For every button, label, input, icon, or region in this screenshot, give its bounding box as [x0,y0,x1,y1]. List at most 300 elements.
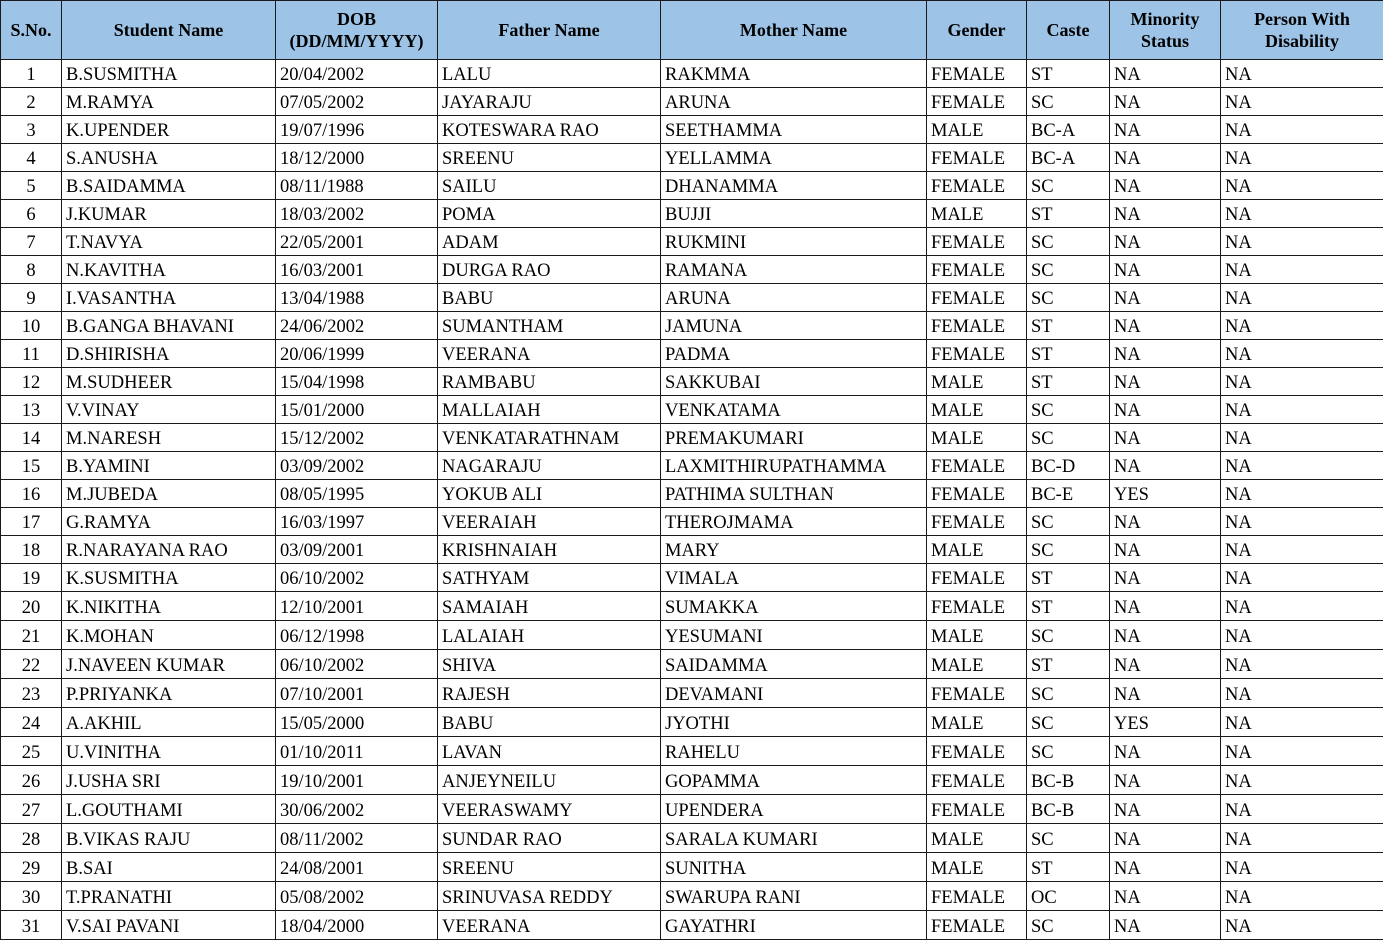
cell-caste[interactable]: SC [1027,824,1110,853]
cell-disability[interactable]: NA [1221,228,1383,256]
cell-caste[interactable]: SC [1027,621,1110,650]
cell-disability[interactable]: NA [1221,368,1383,396]
cell-father-name[interactable]: BABU [438,284,661,312]
cell-student-name[interactable]: B.GANGA BHAVANI [62,312,276,340]
cell-disability[interactable]: NA [1221,853,1383,882]
cell-student-name[interactable]: V.VINAY [62,396,276,424]
cell-gender[interactable]: FEMALE [927,228,1027,256]
cell-sno[interactable]: 9 [1,284,62,312]
cell-gender[interactable]: FEMALE [927,340,1027,368]
column-header-student-name[interactable] [62,1,276,60]
cell-mother-name[interactable]: UPENDERA [661,795,927,824]
cell-disability[interactable]: NA [1221,256,1383,284]
cell-father-name[interactable]: SUNDAR RAO [438,824,661,853]
cell-student-name[interactable]: M.SUDHEER [62,368,276,396]
cell-student-name[interactable]: P.PRIYANKA [62,679,276,708]
cell-caste[interactable]: SC [1027,88,1110,116]
cell-disability[interactable]: NA [1221,592,1383,621]
cell-mother-name[interactable]: SAIDAMMA [661,650,927,679]
table-row [1,88,1383,116]
cell-sno[interactable]: 1 [1,60,62,88]
cell-gender[interactable]: FEMALE [927,882,1027,911]
cell-dob[interactable]: 20/06/1999 [276,340,438,368]
cell-student-name[interactable]: T.NAVYA [62,228,276,256]
column-header-label: Caste [1046,20,1090,40]
cell-father-name[interactable]: VEERANA [438,340,661,368]
cell-sno[interactable]: 7 [1,228,62,256]
cell-caste[interactable]: ST [1027,368,1110,396]
cell-dob[interactable]: 16/03/1997 [276,508,438,536]
cell-gender[interactable]: FEMALE [927,911,1027,940]
cell-disability[interactable]: NA [1221,60,1383,88]
cell-father-name[interactable]: RAMBABU [438,368,661,396]
cell-dob[interactable]: 19/10/2001 [276,766,438,795]
cell-dob[interactable]: 15/05/2000 [276,708,438,737]
cell-mother-name[interactable]: SUNITHA [661,853,927,882]
cell-gender[interactable]: FEMALE [927,312,1027,340]
cell-caste[interactable]: ST [1027,592,1110,621]
cell-student-name[interactable]: B.SAIDAMMA [62,172,276,200]
cell-sno[interactable]: 29 [1,853,62,882]
cell-caste[interactable]: ST [1027,60,1110,88]
cell-disability[interactable]: NA [1221,88,1383,116]
cell-sno[interactable]: 28 [1,824,62,853]
cell-disability[interactable]: NA [1221,284,1383,312]
column-header-label: DOB [336,9,376,29]
table-header [1,1,1383,60]
cell-disability[interactable]: NA [1221,116,1383,144]
cell-caste[interactable]: ST [1027,853,1110,882]
cell-minority-status[interactable]: NA [1110,621,1221,650]
cell-student-name[interactable]: U.VINITHA [62,737,276,766]
cell-sno[interactable]: 12 [1,368,62,396]
cell-father-name[interactable]: VEERAIAH [438,508,661,536]
cell-student-name[interactable]: K.SUSMITHA [62,564,276,592]
cell-sno[interactable]: 20 [1,592,62,621]
cell-gender[interactable]: FEMALE [927,508,1027,536]
cell-mother-name[interactable]: LAXMITHIRUPATHAMMA [661,452,927,480]
cell-mother-name[interactable]: RUKMINI [661,228,927,256]
cell-mother-name[interactable]: ARUNA [661,88,927,116]
cell-student-name[interactable]: B.VIKAS RAJU [62,824,276,853]
cell-dob[interactable]: 15/12/2002 [276,424,438,452]
cell-gender[interactable]: FEMALE [927,144,1027,172]
cell-father-name[interactable]: DURGA RAO [438,256,661,284]
cell-minority-status[interactable]: NA [1110,340,1221,368]
column-header-mother-name[interactable] [661,1,927,60]
cell-mother-name[interactable]: BUJJI [661,200,927,228]
cell-caste[interactable]: SC [1027,172,1110,200]
cell-father-name[interactable]: NAGARAJU [438,452,661,480]
cell-student-name[interactable]: N.KAVITHA [62,256,276,284]
header-row [1,1,1383,60]
cell-student-name[interactable]: J.USHA SRI [62,766,276,795]
cell-mother-name[interactable]: JAMUNA [661,312,927,340]
cell-student-name[interactable]: M.NARESH [62,424,276,452]
cell-mother-name[interactable]: SUMAKKA [661,592,927,621]
cell-minority-status[interactable]: NA [1110,116,1221,144]
cell-disability[interactable]: NA [1221,564,1383,592]
cell-caste[interactable]: BC-B [1027,795,1110,824]
cell-dob[interactable]: 01/10/2011 [276,737,438,766]
cell-minority-status[interactable]: NA [1110,592,1221,621]
cell-minority-status[interactable]: NA [1110,200,1221,228]
cell-gender[interactable]: MALE [927,621,1027,650]
cell-dob[interactable]: 07/05/2002 [276,88,438,116]
cell-mother-name[interactable]: VENKATAMA [661,396,927,424]
cell-sno[interactable]: 6 [1,200,62,228]
cell-gender[interactable]: FEMALE [927,564,1027,592]
cell-gender[interactable]: FEMALE [927,766,1027,795]
cell-disability[interactable]: NA [1221,621,1383,650]
column-header-sno[interactable] [1,1,62,60]
cell-gender[interactable]: MALE [927,396,1027,424]
cell-dob[interactable]: 15/04/1998 [276,368,438,396]
cell-sno[interactable]: 5 [1,172,62,200]
cell-gender[interactable]: MALE [927,424,1027,452]
cell-caste[interactable]: SC [1027,284,1110,312]
cell-minority-status[interactable]: NA [1110,256,1221,284]
cell-student-name[interactable]: D.SHIRISHA [62,340,276,368]
cell-caste[interactable]: SC [1027,911,1110,940]
cell-father-name[interactable]: YOKUB ALI [438,480,661,508]
cell-caste[interactable]: ST [1027,564,1110,592]
cell-father-name[interactable]: MALLAIAH [438,396,661,424]
cell-student-name[interactable]: J.KUMAR [62,200,276,228]
cell-caste[interactable]: BC-A [1027,116,1110,144]
cell-mother-name[interactable]: YESUMANI [661,621,927,650]
cell-sno[interactable]: 31 [1,911,62,940]
cell-minority-status[interactable]: NA [1110,88,1221,116]
cell-dob[interactable]: 22/05/2001 [276,228,438,256]
cell-father-name[interactable]: LALAIAH [438,621,661,650]
cell-student-name[interactable]: T.PRANATHI [62,882,276,911]
cell-gender[interactable]: MALE [927,368,1027,396]
column-header-gender[interactable] [927,1,1027,60]
cell-caste[interactable]: SC [1027,536,1110,564]
cell-sno[interactable]: 26 [1,766,62,795]
cell-caste[interactable]: OC [1027,882,1110,911]
cell-student-name[interactable]: A.AKHIL [62,708,276,737]
cell-minority-status[interactable]: NA [1110,911,1221,940]
cell-student-name[interactable]: J.NAVEEN KUMAR [62,650,276,679]
cell-minority-status[interactable]: NA [1110,650,1221,679]
cell-student-name[interactable]: M.RAMYA [62,88,276,116]
cell-gender[interactable]: FEMALE [927,60,1027,88]
cell-caste[interactable]: BC-D [1027,452,1110,480]
cell-mother-name[interactable]: DEVAMANI [661,679,927,708]
cell-sno[interactable]: 4 [1,144,62,172]
cell-caste[interactable]: ST [1027,650,1110,679]
cell-gender[interactable]: MALE [927,824,1027,853]
cell-disability[interactable]: NA [1221,172,1383,200]
cell-disability[interactable]: NA [1221,424,1383,452]
cell-dob[interactable]: 18/04/2000 [276,911,438,940]
cell-sno[interactable]: 14 [1,424,62,452]
cell-dob[interactable]: 20/04/2002 [276,60,438,88]
cell-gender[interactable]: MALE [927,650,1027,679]
cell-father-name[interactable]: POMA [438,200,661,228]
cell-sno[interactable]: 21 [1,621,62,650]
cell-father-name[interactable]: SREENU [438,144,661,172]
cell-caste[interactable]: ST [1027,312,1110,340]
cell-disability[interactable]: NA [1221,766,1383,795]
cell-father-name[interactable]: SRINUVASA REDDY [438,882,661,911]
cell-disability[interactable]: NA [1221,312,1383,340]
cell-mother-name[interactable]: GAYATHRI [661,911,927,940]
cell-dob[interactable]: 06/12/1998 [276,621,438,650]
cell-father-name[interactable]: SAMAIAH [438,592,661,621]
cell-father-name[interactable]: VEERANA [438,911,661,940]
cell-dob[interactable]: 18/03/2002 [276,200,438,228]
cell-disability[interactable]: NA [1221,882,1383,911]
cell-student-name[interactable]: B.SUSMITHA [62,60,276,88]
cell-minority-status[interactable]: NA [1110,452,1221,480]
cell-father-name[interactable]: ANJEYNEILU [438,766,661,795]
cell-minority-status[interactable]: NA [1110,312,1221,340]
cell-father-name[interactable]: ADAM [438,228,661,256]
table-row [1,424,1383,452]
cell-sno[interactable]: 3 [1,116,62,144]
cell-mother-name[interactable]: PADMA [661,340,927,368]
cell-minority-status[interactable]: NA [1110,853,1221,882]
cell-caste[interactable]: SC [1027,679,1110,708]
cell-student-name[interactable]: B.YAMINI [62,452,276,480]
cell-gender[interactable]: FEMALE [927,795,1027,824]
cell-caste[interactable]: ST [1027,200,1110,228]
cell-sno[interactable]: 2 [1,88,62,116]
cell-student-name[interactable]: K.NIKITHA [62,592,276,621]
cell-minority-status[interactable]: NA [1110,284,1221,312]
cell-minority-status[interactable]: YES [1110,480,1221,508]
cell-mother-name[interactable]: SAKKUBAI [661,368,927,396]
cell-dob[interactable]: 03/09/2002 [276,452,438,480]
cell-minority-status[interactable]: NA [1110,795,1221,824]
cell-dob[interactable]: 08/11/2002 [276,824,438,853]
cell-sno[interactable]: 24 [1,708,62,737]
cell-minority-status[interactable]: NA [1110,144,1221,172]
cell-sno[interactable]: 15 [1,452,62,480]
cell-caste[interactable]: BC-E [1027,480,1110,508]
cell-gender[interactable]: FEMALE [927,284,1027,312]
cell-gender[interactable]: FEMALE [927,737,1027,766]
cell-dob[interactable]: 24/06/2002 [276,312,438,340]
table-row [1,228,1383,256]
cell-gender[interactable]: MALE [927,200,1027,228]
cell-sno[interactable]: 17 [1,508,62,536]
cell-dob[interactable]: 06/10/2002 [276,564,438,592]
column-header-minority-status[interactable] [1110,1,1221,60]
cell-caste[interactable]: SC [1027,737,1110,766]
cell-caste[interactable]: BC-B [1027,766,1110,795]
cell-sno[interactable]: 19 [1,564,62,592]
cell-mother-name[interactable]: MARY [661,536,927,564]
cell-student-name[interactable]: R.NARAYANA RAO [62,536,276,564]
cell-dob[interactable]: 18/12/2000 [276,144,438,172]
cell-dob[interactable]: 03/09/2001 [276,536,438,564]
cell-gender[interactable]: FEMALE [927,88,1027,116]
cell-gender[interactable]: FEMALE [927,480,1027,508]
cell-minority-status[interactable]: NA [1110,564,1221,592]
cell-disability[interactable]: NA [1221,144,1383,172]
cell-student-name[interactable]: I.VASANTHA [62,284,276,312]
cell-father-name[interactable]: SREENU [438,853,661,882]
cell-caste[interactable]: SC [1027,256,1110,284]
cell-mother-name[interactable]: RAKMMA [661,60,927,88]
cell-gender[interactable]: FEMALE [927,172,1027,200]
cell-mother-name[interactable]: PATHIMA SULTHAN [661,480,927,508]
cell-minority-status[interactable]: NA [1110,766,1221,795]
cell-student-name[interactable]: V.SAI PAVANI [62,911,276,940]
cell-minority-status[interactable]: NA [1110,60,1221,88]
cell-disability[interactable]: NA [1221,650,1383,679]
cell-father-name[interactable]: SHIVA [438,650,661,679]
cell-father-name[interactable]: JAYARAJU [438,88,661,116]
cell-minority-status[interactable]: NA [1110,882,1221,911]
cell-gender[interactable]: FEMALE [927,679,1027,708]
cell-dob[interactable]: 16/03/2001 [276,256,438,284]
cell-disability[interactable]: NA [1221,452,1383,480]
cell-father-name[interactable]: KOTESWARA RAO [438,116,661,144]
cell-disability[interactable]: NA [1221,340,1383,368]
cell-father-name[interactable]: SATHYAM [438,564,661,592]
cell-dob[interactable]: 08/05/1995 [276,480,438,508]
cell-caste[interactable]: BC-A [1027,144,1110,172]
cell-gender[interactable]: MALE [927,708,1027,737]
column-header-label-line2: Disability [1264,31,1339,51]
cell-dob[interactable]: 05/08/2002 [276,882,438,911]
cell-minority-status[interactable]: NA [1110,679,1221,708]
cell-father-name[interactable]: KRISHNAIAH [438,536,661,564]
cell-disability[interactable]: NA [1221,200,1383,228]
column-header-disability[interactable] [1221,1,1383,60]
cell-mother-name[interactable]: DHANAMMA [661,172,927,200]
cell-minority-status[interactable]: NA [1110,172,1221,200]
column-header-dob[interactable] [276,1,438,60]
cell-disability[interactable]: NA [1221,795,1383,824]
cell-disability[interactable]: NA [1221,396,1383,424]
cell-minority-status[interactable]: YES [1110,708,1221,737]
cell-dob[interactable]: 06/10/2002 [276,650,438,679]
cell-student-name[interactable]: L.GOUTHAMI [62,795,276,824]
cell-minority-status[interactable]: NA [1110,228,1221,256]
cell-student-name[interactable]: K.MOHAN [62,621,276,650]
cell-minority-status[interactable]: NA [1110,424,1221,452]
cell-student-name[interactable]: M.JUBEDA [62,480,276,508]
cell-sno[interactable]: 27 [1,795,62,824]
cell-mother-name[interactable]: RAMANA [661,256,927,284]
cell-sno[interactable]: 25 [1,737,62,766]
cell-dob[interactable]: 13/04/1988 [276,284,438,312]
cell-disability[interactable]: NA [1221,508,1383,536]
cell-gender[interactable]: MALE [927,853,1027,882]
cell-minority-status[interactable]: NA [1110,368,1221,396]
cell-father-name[interactable]: LAVAN [438,737,661,766]
cell-mother-name[interactable]: JYOTHI [661,708,927,737]
cell-mother-name[interactable]: SARALA KUMARI [661,824,927,853]
cell-gender[interactable]: FEMALE [927,256,1027,284]
cell-father-name[interactable]: SUMANTHAM [438,312,661,340]
cell-caste[interactable]: SC [1027,508,1110,536]
cell-mother-name[interactable]: SWARUPA RANI [661,882,927,911]
column-header-caste[interactable] [1027,1,1110,60]
cell-gender[interactable]: FEMALE [927,592,1027,621]
cell-sno[interactable]: 10 [1,312,62,340]
cell-dob[interactable]: 30/06/2002 [276,795,438,824]
cell-disability[interactable]: NA [1221,480,1383,508]
cell-student-name[interactable]: K.UPENDER [62,116,276,144]
cell-caste[interactable]: SC [1027,396,1110,424]
table-row [1,795,1383,824]
cell-student-name[interactable]: B.SAI [62,853,276,882]
cell-disability[interactable]: NA [1221,679,1383,708]
cell-mother-name[interactable]: YELLAMMA [661,144,927,172]
cell-father-name[interactable]: VENKATARATHNAM [438,424,661,452]
cell-father-name[interactable]: BABU [438,708,661,737]
cell-sno[interactable]: 23 [1,679,62,708]
cell-student-name[interactable]: S.ANUSHA [62,144,276,172]
table-row [1,650,1383,679]
cell-gender[interactable]: MALE [927,116,1027,144]
cell-sno[interactable]: 13 [1,396,62,424]
cell-gender[interactable]: MALE [927,536,1027,564]
cell-mother-name[interactable]: SEETHAMMA [661,116,927,144]
cell-minority-status[interactable]: NA [1110,824,1221,853]
cell-sno[interactable]: 8 [1,256,62,284]
cell-disability[interactable]: NA [1221,737,1383,766]
cell-disability[interactable]: NA [1221,911,1383,940]
cell-disability[interactable]: NA [1221,536,1383,564]
cell-disability[interactable]: NA [1221,824,1383,853]
cell-caste[interactable]: SC [1027,708,1110,737]
cell-father-name[interactable]: RAJESH [438,679,661,708]
column-header-label-line2: Status [1140,31,1189,51]
cell-minority-status[interactable]: NA [1110,737,1221,766]
table-row [1,116,1383,144]
cell-dob[interactable]: 24/08/2001 [276,853,438,882]
cell-dob[interactable]: 07/10/2001 [276,679,438,708]
cell-sno[interactable]: 22 [1,650,62,679]
cell-minority-status[interactable]: NA [1110,396,1221,424]
cell-dob[interactable]: 19/07/1996 [276,116,438,144]
column-header-father-name[interactable] [438,1,661,60]
cell-sno[interactable]: 30 [1,882,62,911]
cell-mother-name[interactable]: RAHELU [661,737,927,766]
cell-dob[interactable]: 15/01/2000 [276,396,438,424]
cell-mother-name[interactable]: GOPAMMA [661,766,927,795]
cell-father-name[interactable]: SAILU [438,172,661,200]
cell-father-name[interactable]: LALU [438,60,661,88]
cell-disability[interactable]: NA [1221,708,1383,737]
cell-gender[interactable]: FEMALE [927,452,1027,480]
cell-dob[interactable]: 08/11/1988 [276,172,438,200]
cell-caste[interactable]: ST [1027,340,1110,368]
cell-student-name[interactable]: G.RAMYA [62,508,276,536]
cell-mother-name[interactable]: VIMALA [661,564,927,592]
cell-father-name[interactable]: VEERASWAMY [438,795,661,824]
cell-caste[interactable]: SC [1027,424,1110,452]
cell-sno[interactable]: 11 [1,340,62,368]
cell-mother-name[interactable]: ARUNA [661,284,927,312]
cell-dob[interactable]: 12/10/2001 [276,592,438,621]
cell-mother-name[interactable]: THEROJMAMA [661,508,927,536]
cell-minority-status[interactable]: NA [1110,508,1221,536]
cell-sno[interactable]: 18 [1,536,62,564]
cell-mother-name[interactable]: PREMAKUMARI [661,424,927,452]
cell-caste[interactable]: SC [1027,228,1110,256]
cell-sno[interactable]: 16 [1,480,62,508]
cell-minority-status[interactable]: NA [1110,536,1221,564]
